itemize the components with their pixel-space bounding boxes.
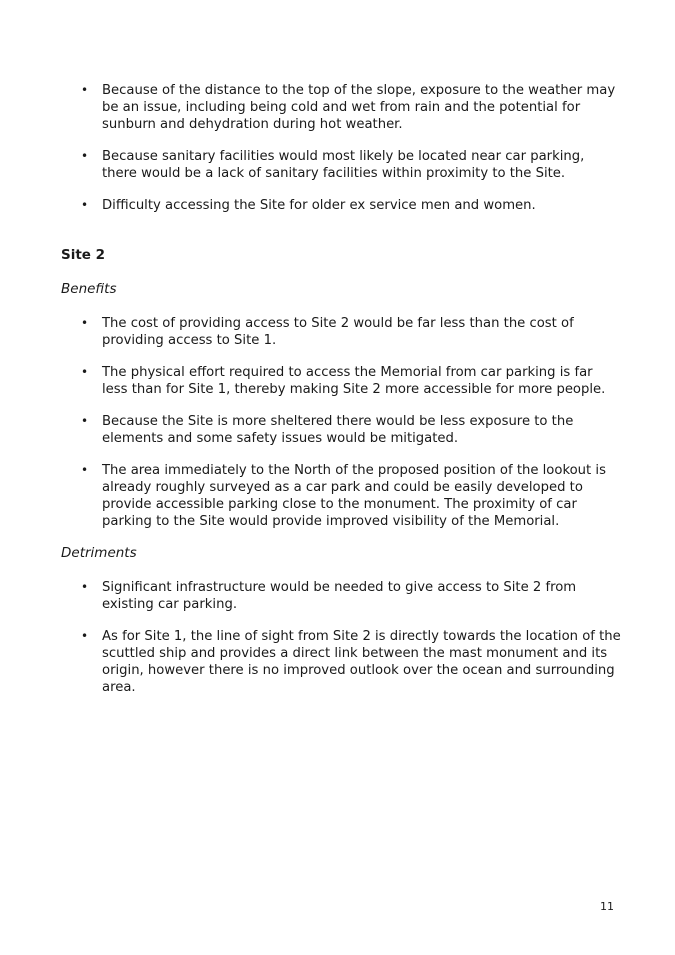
list-item-text: The area immediately to the North of the proposed position of the lookout is already roughly surveyed as a car park and could be easily developed to provide accessible parking close to the monument. The proximity of car parking to the Site would provide improved visibility of the Memorial. [102, 463, 606, 529]
list-item-text: Because sanitary facilities would most likely be located near car parking, there would be a lack of sanitary facilities within proximity to the Site. [102, 149, 585, 181]
list-item [61, 364, 621, 398]
benefits-bullet-list [61, 315, 621, 530]
page-content [61, 82, 621, 711]
bullet-marker: • [81, 580, 89, 594]
list-item [61, 462, 621, 530]
list-item [61, 82, 621, 133]
list-item-text: The cost of providing access to Site 2 would be far less than the cost of providing access to Site 1. [102, 316, 574, 348]
bullet-marker: • [81, 198, 89, 212]
bullet-marker: • [81, 83, 89, 97]
bullet-marker: • [81, 463, 89, 477]
list-item-text: Because the Site is more sheltered there would be less exposure to the elements and some safety issues would be mitigated. [102, 414, 574, 446]
detriments-heading: Detriments [61, 545, 137, 561]
page-number: 11 [600, 900, 614, 913]
bullet-marker: • [81, 365, 89, 379]
list-item-text: The physical effort required to access the Memorial from car parking is far less than for Site 1, thereby making Site 2 more accessible for more people. [102, 365, 606, 397]
list-item [61, 579, 621, 613]
list-item [61, 148, 621, 182]
bullet-marker: • [81, 149, 89, 163]
list-item-text: As for Site 1, the line of sight from Site 2 is directly towards the location of the scuttled ship and provides a direct link between the mast monument and its origin, however there is no improved outlook over the ocean and surrounding area. [102, 629, 621, 695]
section-title: Site 2 [61, 247, 106, 263]
bullet-marker: • [81, 629, 89, 643]
list-item [61, 628, 621, 696]
intro-bullet-list [61, 82, 621, 214]
list-item-text: Significant infrastructure would be needed to give access to Site 2 from existing car parking. [102, 580, 577, 612]
list-item [61, 197, 621, 214]
list-item [61, 315, 621, 349]
detriments-bullet-list [61, 579, 621, 696]
bullet-marker: • [81, 414, 89, 428]
list-item-text: Because of the distance to the top of the slope, exposure to the weather may be an issue, including being cold and wet from rain and the potential for sunburn and dehydration during hot weather. [102, 83, 616, 132]
list-item-text: Difficulty accessing the Site for older ex service men and women. [102, 198, 536, 213]
bullet-marker: • [81, 316, 89, 330]
list-item [61, 413, 621, 447]
benefits-heading: Benefits [61, 281, 117, 297]
